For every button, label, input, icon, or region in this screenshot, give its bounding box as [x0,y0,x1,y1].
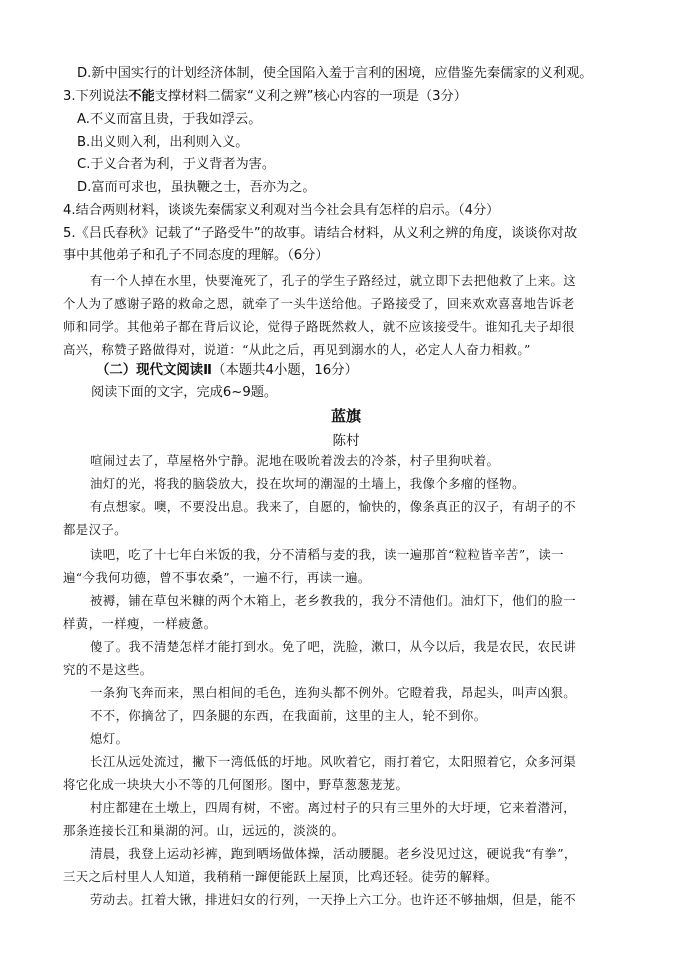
q3-option-a: A.不义而富且贵，于我如浮云。 [77,112,262,127]
article-line: 熄灯。 [90,731,129,746]
article-line: 清晨，我登上运动衫裤，跑到晒场做体操，活动腰腿。老乡没见过这，硬说我“有拳”， [90,846,577,861]
article-line: 究的不是这些。 [63,662,153,677]
q2-option-d: D.新中国实行的计划经济体制，使全国陷入羞于言利的困境，应借鉴先秦儒家的义利观。 [77,66,593,81]
article-line: 读吧，吃了十七年白米饭的我，分不清稻与麦的我，读一遍那首“粒粒皆辛苦”，读一 [90,547,564,562]
article-author: 陈村 [332,433,360,449]
article-line: 油灯的光，将我的脑袋放大，投在坎坷的潮湿的土墙上，我像个多瘤的怪物。 [90,476,525,491]
q5-story-line: 有一个人掉在水里，快要淹死了，孔子的学生子路经过，就立即下去把他救了上来。这 [90,273,577,288]
question-3-stem [63,87,467,107]
q5-story-line: 高兴，称赞子路做得对，说道：“从此之后，再见到溺水的人，必定人人奋力相救。” [63,342,531,357]
article-line: 长江从远处流过，撇下一湾低低的圩地。风吹着它，雨打着它，太阳照着它，众多河渠 [90,754,577,769]
article-line: 劳动去。扛着大锹，排进妇女的行列，一天挣上六工分。也许还不够抽烟，但是，能不 [90,892,577,907]
q3-option-c: C.于义合者为利，于义背者为害。 [77,157,276,172]
section-heading-suffix: （本题共4小题，16分） [211,363,359,378]
q3-option-b: B.出义则入利，出利则入义。 [77,135,249,150]
article-line: 都是汉子。 [63,522,127,537]
article-line: 遍“今我何功德，曾不事农桑”，一遍不行，再读一遍。 [63,570,371,585]
article-title: 蓝旗 [330,407,361,425]
article-line: 将它化成一块块大小不等的几何图形。图中，野草葱葱茏茏。 [63,777,409,792]
article-line: 一条狗飞奔而来，黑白相间的毛色，连狗头都不例外。它瞪着我，昂起头，叫声凶狠。 [90,685,577,700]
section-instruction: 阅读下面的文字，完成6~9题。 [91,385,278,400]
article-line: 村庄都建在土墩上，四周有树，不密。离过村子的只有三里外的大圩埂，它来着潜河， [90,800,577,815]
article-line: 样黄，一样瘦，一样疲惫。 [63,616,217,631]
question-5-line1: 5.《吕氏春秋》记载了“子路受牛”的故事。请结合材料，从义利之辨的角度，谈谈你对故 [63,226,578,241]
article-line: 不不，你摘岔了，四条腿的东西，在我面前，这里的主人，轮不到你。 [90,708,487,723]
question-5-line2: 事中其他弟子和孔子不同态度的理解。（6分） [63,248,329,263]
question-4: 4.结合两则材料，谈谈先秦儒家义利观对当今社会具有怎样的启示。（4分） [63,203,500,218]
q3-stem-prefix: 3.下列说法 [63,89,129,104]
section-heading [96,361,358,381]
article-line: 被褥，铺在草包米糠的两个木箱上，老乡教我的，我分不清他们。油灯下，他们的脸一 [90,593,577,608]
article-line: 喧闹过去了，草屋格外宁静。泥地在吸吮着泼去的冷茶，村子里狗吠着。 [90,453,500,468]
article-line: 三天之后村里人人知道，我稍稍一蹿便能跃上屋顶，比鸡还轻。徒劳的解释。 [63,869,498,884]
article-line: 那条连接长江和巢湖的河。山，远远的，淡淡的。 [63,823,345,838]
q5-story-line: 个人为了感谢子路的救命之恩，就牵了一头牛送给他。子路接受了，回来欢欢喜喜地告诉老 [63,296,575,311]
q3-stem-suffix: 支撑材料二儒家“义利之辨”核心内容的一项是（3分） [154,89,467,104]
q3-stem-emphasis: 不能 [128,89,155,104]
q3-option-d: D.富而可求也，虽执鞭之士，吾亦为之。 [77,180,316,195]
article-line: 傻了。我不清楚怎样才能打到水。免了吧，洗脸，漱口，从今以后，我是农民，农民讲 [90,639,577,654]
q5-story-line: 师和同学。其他弟子都在背后议论，觉得子路既然救人，就不应该接受牛。谁知孔夫子却很 [63,319,575,334]
section-heading-prefix: （二）现代文阅读Ⅱ [96,363,212,378]
article-line: 有点想家。噢，不要没出息。我来了，自愿的，愉快的，像条真正的汉子，有胡子的不 [90,499,577,514]
